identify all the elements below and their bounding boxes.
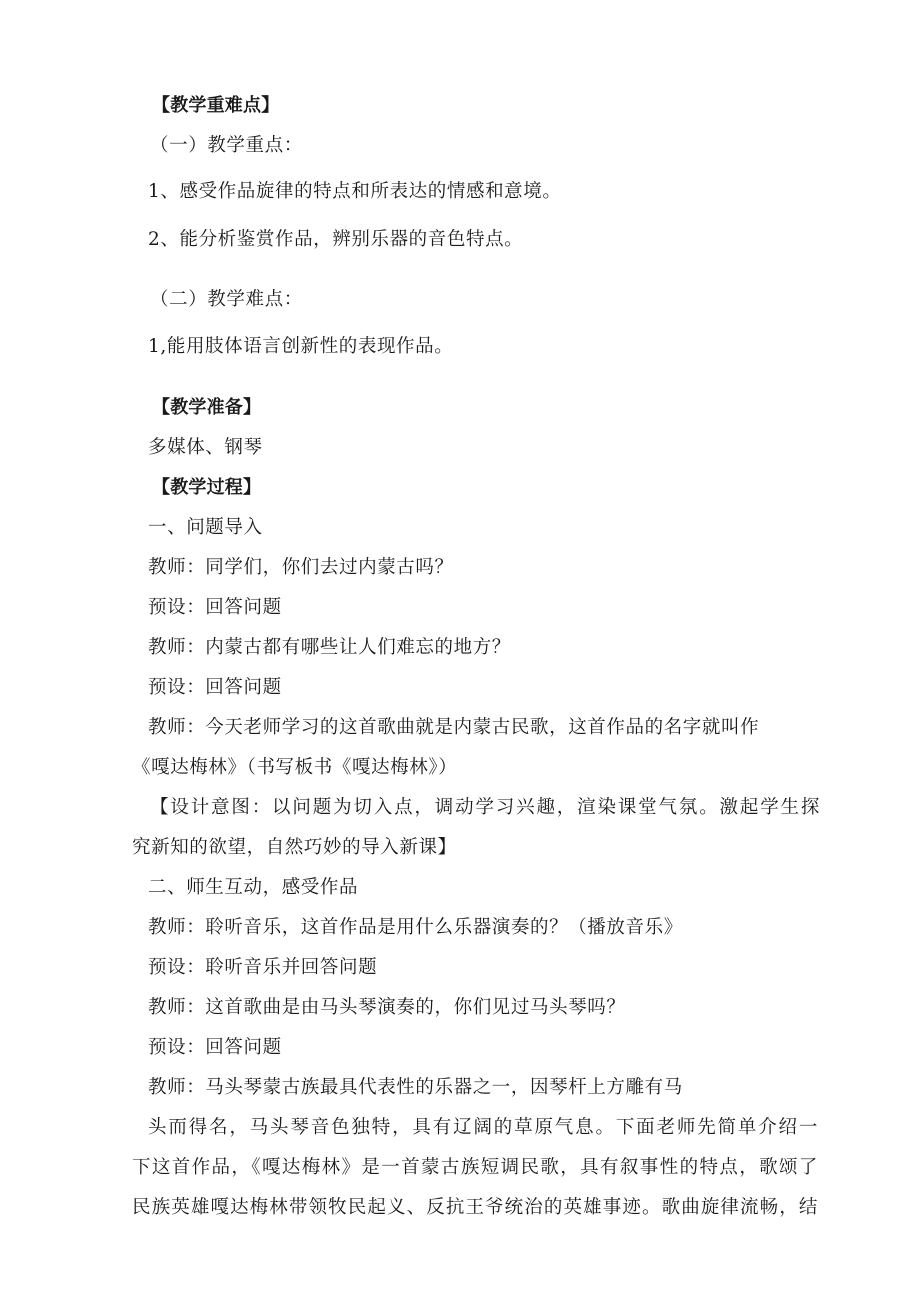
section2-line-5: 教师：马头琴蒙古族最具代表性的乐器之一，因琴杆上方雕有马 — [148, 1077, 683, 1098]
section1-line-4: 预设：回答问题 — [148, 677, 282, 698]
focus-item-2: 2、能分析鉴赏作品，辨别乐器的音色特点。 — [148, 229, 524, 250]
focus-title: （一）教学重点： — [150, 135, 303, 156]
focus-item-1: 1、感受作品旋律的特点和所表达的情感和意境。 — [148, 181, 562, 202]
section2-line-2: 预设：聆听音乐并回答问题 — [148, 957, 378, 978]
section2-line-1: 教师：聆听音乐，这首作品是用什么乐器演奏的？（播放音乐》 — [148, 917, 683, 938]
preparation-heading: 【教学准备】 — [152, 397, 262, 418]
key-points-heading: 【教学重难点】 — [152, 95, 280, 116]
section2-paragraph-line-3: 民族英雄嘎达梅林带领牧民起义、反抗王爷统治的英雄事迹。歌曲旋律流畅，结 — [132, 1197, 818, 1218]
section1-line-5: 教师：今天老师学习的这首歌曲就是内蒙古民歌，这首作品的名字就叫作 — [148, 717, 760, 738]
section1-line-1: 教师：同学们，你们去过内蒙古吗？ — [148, 557, 454, 578]
section1-line-6: 《嘎达梅林》（书写板书《嘎达梅林》） — [132, 757, 458, 778]
section2-title: 二、师生互动，感受作品 — [148, 877, 359, 898]
section1-line-2: 预设：回答问题 — [148, 597, 282, 618]
process-heading: 【教学过程】 — [152, 477, 262, 498]
section2-line-3: 教师：这首歌曲是由马头琴演奏的，你们见过马头琴吗？ — [148, 997, 626, 1018]
section1-line-3: 教师：内蒙古都有哪些让人们难忘的地方？ — [148, 637, 511, 658]
section1-title: 一、问题导入 — [148, 517, 263, 538]
section2-paragraph-line-2: 下这首作品，《嘎达梅林》是一首蒙古族短调民歌，具有叙事性的特点，歌颂了 — [132, 1157, 818, 1178]
design-intent-line-1: 【设计意图：以问题为切入点，调动学习兴趣，渲染课堂气氛。激起学生探 — [150, 797, 820, 818]
design-intent-line-2: 究新知的欲望，自然巧妙的导入新课】 — [132, 837, 457, 858]
preparation-text: 多媒体、钢琴 — [148, 437, 263, 458]
section2-line-4: 预设：回答问题 — [148, 1037, 282, 1058]
section2-paragraph-line-1: 头而得名，马头琴音色独特，具有辽阔的草原气息。下面老师先简单介绍一 — [148, 1117, 818, 1138]
difficulty-item-1: 1,能用肢体语言创新性的表现作品。 — [148, 336, 454, 357]
difficulty-title: （二）教学难点： — [150, 289, 303, 310]
